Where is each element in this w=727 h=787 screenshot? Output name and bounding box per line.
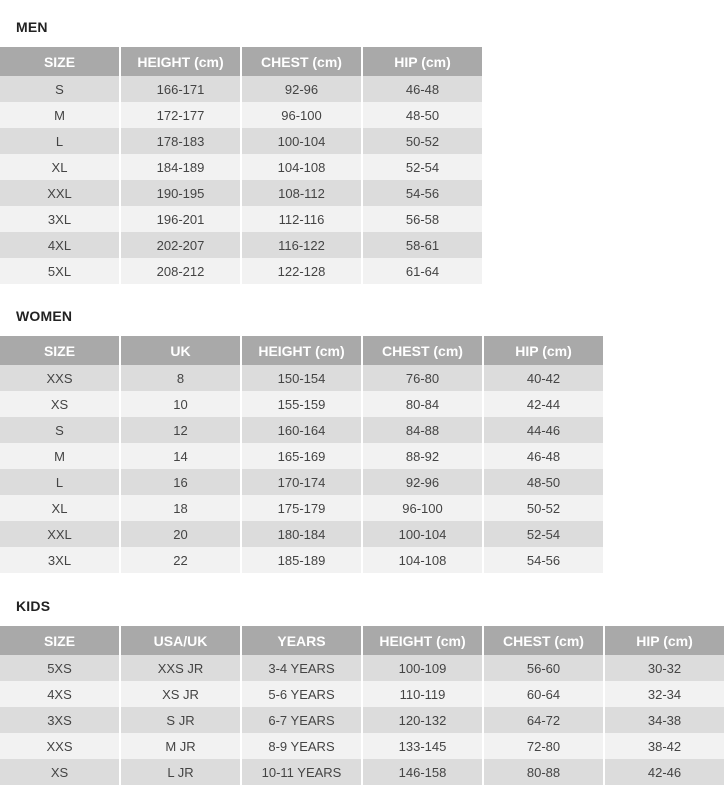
table-cell: 5XS <box>0 655 119 681</box>
column-header: SIZE <box>0 336 119 365</box>
table-cell: 50-52 <box>484 495 603 521</box>
table-cell: 160-164 <box>242 417 361 443</box>
table-cell: 112-116 <box>242 206 361 232</box>
table-cell: XXL <box>0 521 119 547</box>
column-header: USA/UK <box>121 626 240 655</box>
table-cell: 120-132 <box>363 707 482 733</box>
column-header: UK <box>121 336 240 365</box>
table-cell: 175-179 <box>242 495 361 521</box>
table-cell: 30-32 <box>605 655 724 681</box>
table-cell: 100-109 <box>363 655 482 681</box>
table-cell: 48-50 <box>484 469 603 495</box>
table-cell: 56-58 <box>363 206 482 232</box>
table-cell: XS <box>0 759 119 785</box>
table-row <box>0 655 724 681</box>
table-cell: 60-64 <box>484 681 603 707</box>
table-cell: 208-212 <box>121 258 240 284</box>
table-cell: 54-56 <box>363 180 482 206</box>
column-header: CHEST (cm) <box>363 336 482 365</box>
table-cell: 76-80 <box>363 365 482 391</box>
table-cell: 64-72 <box>484 707 603 733</box>
table-row <box>0 443 603 469</box>
table-cell: 4XS <box>0 681 119 707</box>
table-cell: S <box>0 417 119 443</box>
table-cell: XS <box>0 391 119 417</box>
table-cell: 80-84 <box>363 391 482 417</box>
table-cell: M <box>0 102 119 128</box>
column-header: CHEST (cm) <box>484 626 603 655</box>
table-cell: 92-96 <box>363 469 482 495</box>
table-row <box>0 365 603 391</box>
table-cell: 180-184 <box>242 521 361 547</box>
table-cell: 122-128 <box>242 258 361 284</box>
column-header: HIP (cm) <box>605 626 724 655</box>
table-cell: L <box>0 469 119 495</box>
table-cell: 50-52 <box>363 128 482 154</box>
table-cell: XL <box>0 495 119 521</box>
column-header: YEARS <box>242 626 361 655</box>
table-cell: 38-42 <box>605 733 724 759</box>
table-cell: 48-50 <box>363 102 482 128</box>
men-section-title: MEN <box>16 19 48 35</box>
table-cell: 150-154 <box>242 365 361 391</box>
table-row <box>0 180 482 206</box>
table-cell: 10 <box>121 391 240 417</box>
table-header-row <box>0 47 482 76</box>
table-cell: 42-46 <box>605 759 724 785</box>
table-cell: XXS <box>0 365 119 391</box>
table-cell: 80-88 <box>484 759 603 785</box>
table-cell: 116-122 <box>242 232 361 258</box>
table-row <box>0 495 603 521</box>
column-header: HEIGHT (cm) <box>363 626 482 655</box>
table-cell: XL <box>0 154 119 180</box>
table-cell: 3XL <box>0 206 119 232</box>
table-cell: 100-104 <box>242 128 361 154</box>
table-cell: S <box>0 76 119 102</box>
table-header-row <box>0 626 724 655</box>
table-cell: 184-189 <box>121 154 240 180</box>
table-cell: 22 <box>121 547 240 573</box>
table-cell: 61-64 <box>363 258 482 284</box>
table-cell: 72-80 <box>484 733 603 759</box>
table-cell: 172-177 <box>121 102 240 128</box>
table-cell: 3XL <box>0 547 119 573</box>
women-size-table <box>0 336 605 573</box>
column-header: SIZE <box>0 626 119 655</box>
table-cell: 170-174 <box>242 469 361 495</box>
table-cell: S JR <box>121 707 240 733</box>
table-row <box>0 521 603 547</box>
table-cell: 42-44 <box>484 391 603 417</box>
table-cell: XXL <box>0 180 119 206</box>
table-cell: 100-104 <box>363 521 482 547</box>
table-cell: 4XL <box>0 232 119 258</box>
table-row <box>0 759 724 785</box>
column-header: HEIGHT (cm) <box>242 336 361 365</box>
table-cell: 96-100 <box>363 495 482 521</box>
table-cell: 40-42 <box>484 365 603 391</box>
table-row <box>0 547 603 573</box>
table-cell: M JR <box>121 733 240 759</box>
kids-section-title: KIDS <box>16 598 51 614</box>
table-cell: 52-54 <box>484 521 603 547</box>
table-cell: 5XL <box>0 258 119 284</box>
table-cell: 52-54 <box>363 154 482 180</box>
table-row <box>0 76 482 102</box>
column-header: HIP (cm) <box>363 47 482 76</box>
table-row <box>0 469 603 495</box>
table-cell: 3XS <box>0 707 119 733</box>
table-cell: 165-169 <box>242 443 361 469</box>
table-row <box>0 206 482 232</box>
table-row <box>0 391 603 417</box>
table-cell: 20 <box>121 521 240 547</box>
table-row <box>0 707 724 733</box>
table-cell: L <box>0 128 119 154</box>
table-row <box>0 154 482 180</box>
table-cell: XXS JR <box>121 655 240 681</box>
table-cell: 88-92 <box>363 443 482 469</box>
table-cell: 8 <box>121 365 240 391</box>
table-cell: XXS <box>0 733 119 759</box>
table-cell: 110-119 <box>363 681 482 707</box>
table-cell: M <box>0 443 119 469</box>
table-cell: 133-145 <box>363 733 482 759</box>
table-cell: L JR <box>121 759 240 785</box>
table-cell: 3-4 YEARS <box>242 655 361 681</box>
column-header: SIZE <box>0 47 119 76</box>
table-cell: 155-159 <box>242 391 361 417</box>
table-cell: 178-183 <box>121 128 240 154</box>
men-size-table <box>0 47 484 284</box>
table-cell: 54-56 <box>484 547 603 573</box>
table-row <box>0 417 603 443</box>
table-cell: 46-48 <box>363 76 482 102</box>
table-cell: 14 <box>121 443 240 469</box>
table-row <box>0 733 724 759</box>
table-cell: 58-61 <box>363 232 482 258</box>
table-cell: 46-48 <box>484 443 603 469</box>
table-cell: 185-189 <box>242 547 361 573</box>
table-cell: 44-46 <box>484 417 603 443</box>
women-section-title: WOMEN <box>16 308 73 324</box>
table-row <box>0 681 724 707</box>
table-row <box>0 128 482 154</box>
column-header: HIP (cm) <box>484 336 603 365</box>
table-cell: 12 <box>121 417 240 443</box>
table-cell: 6-7 YEARS <box>242 707 361 733</box>
table-row <box>0 258 482 284</box>
column-header: CHEST (cm) <box>242 47 361 76</box>
table-cell: 5-6 YEARS <box>242 681 361 707</box>
table-row <box>0 102 482 128</box>
table-cell: 10-11 YEARS <box>242 759 361 785</box>
table-cell: 56-60 <box>484 655 603 681</box>
table-cell: 108-112 <box>242 180 361 206</box>
table-row <box>0 232 482 258</box>
table-cell: 104-108 <box>363 547 482 573</box>
table-cell: 34-38 <box>605 707 724 733</box>
table-cell: 196-201 <box>121 206 240 232</box>
table-cell: 32-34 <box>605 681 724 707</box>
table-cell: 84-88 <box>363 417 482 443</box>
table-cell: 104-108 <box>242 154 361 180</box>
table-cell: 16 <box>121 469 240 495</box>
table-cell: 18 <box>121 495 240 521</box>
table-cell: XS JR <box>121 681 240 707</box>
table-cell: 202-207 <box>121 232 240 258</box>
table-cell: 96-100 <box>242 102 361 128</box>
table-cell: 146-158 <box>363 759 482 785</box>
table-header-row <box>0 336 603 365</box>
table-cell: 190-195 <box>121 180 240 206</box>
table-cell: 166-171 <box>121 76 240 102</box>
column-header: HEIGHT (cm) <box>121 47 240 76</box>
kids-size-table <box>0 626 726 785</box>
table-cell: 8-9 YEARS <box>242 733 361 759</box>
table-cell: 92-96 <box>242 76 361 102</box>
